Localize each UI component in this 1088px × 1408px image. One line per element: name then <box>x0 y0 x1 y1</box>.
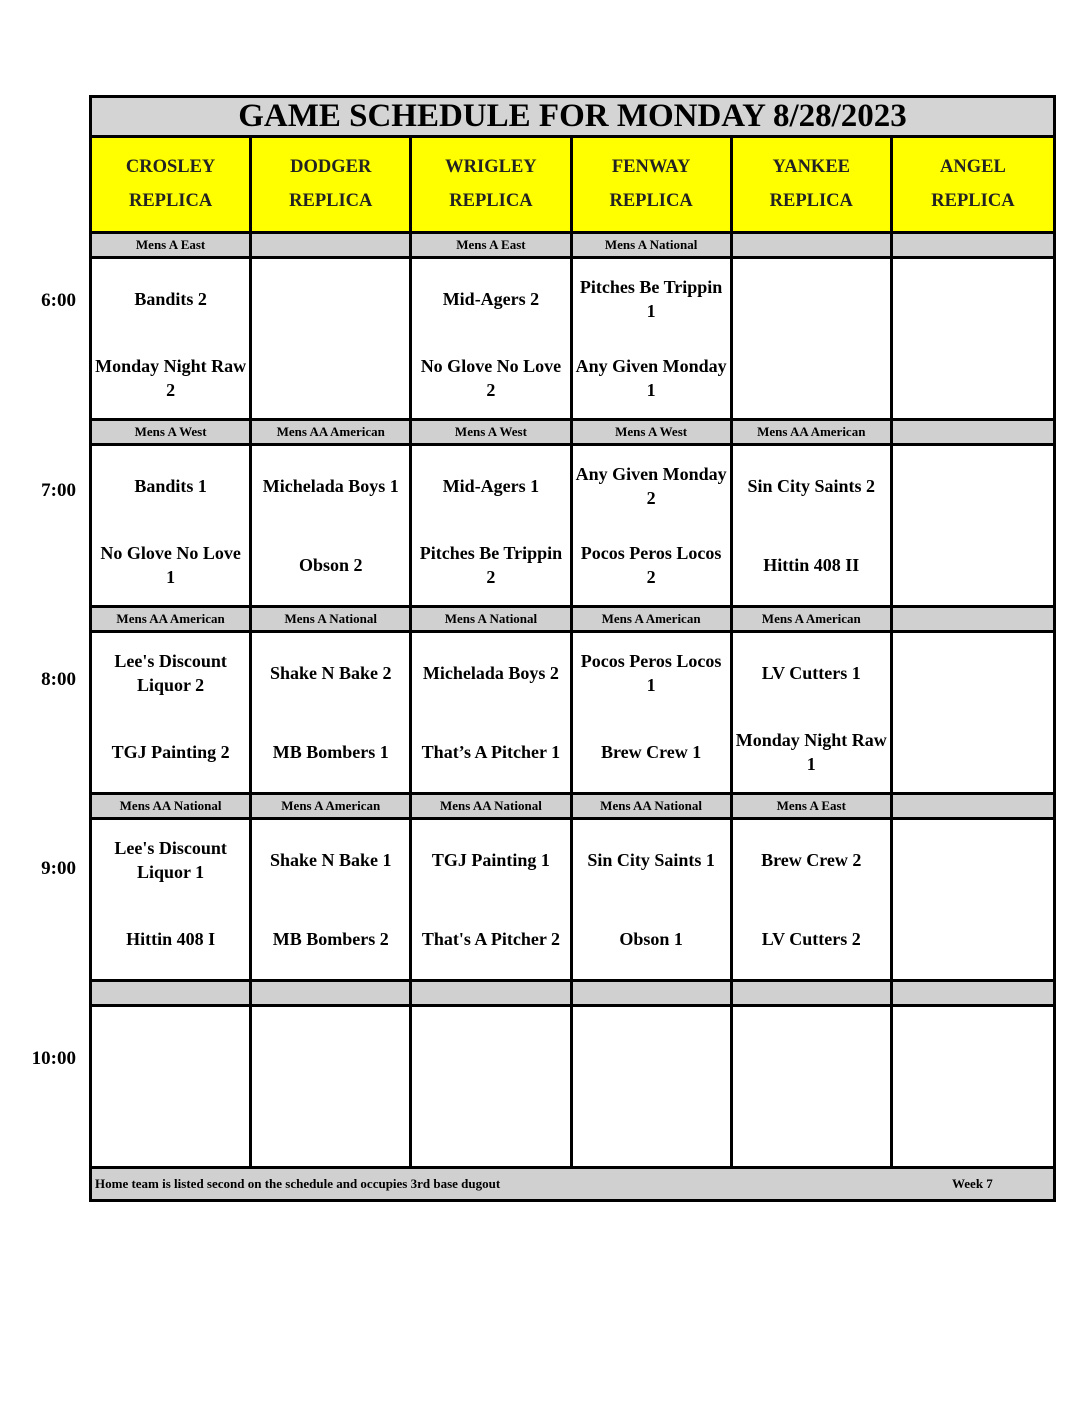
field-subtitle: REPLICA <box>931 191 1015 211</box>
game-cell <box>252 1007 412 1169</box>
home-team <box>893 526 1053 606</box>
field-name: DODGER <box>290 157 372 177</box>
division-label <box>412 982 572 1007</box>
time-label: 10:00 <box>31 1048 76 1069</box>
game-cell <box>573 446 733 608</box>
away-team: TGJ Painting 1 <box>431 849 550 870</box>
division-row <box>92 982 1053 1007</box>
field-header <box>92 138 252 234</box>
division-label: Mens A American <box>573 608 733 633</box>
field-name: WRIGLEY <box>445 157 537 177</box>
field-header-row <box>92 138 1053 234</box>
home-team: Monday Night Raw 1 <box>735 730 887 775</box>
division-label <box>252 982 412 1007</box>
game-cell <box>252 259 412 421</box>
home-team: TGJ Painting 2 <box>111 742 230 763</box>
away-team: Pitches Be Trippin 1 <box>579 276 723 321</box>
game-cell <box>733 1007 893 1169</box>
home-team: Any Given Monday 1 <box>575 356 727 401</box>
away-team <box>893 820 1053 900</box>
page-title: GAME SCHEDULE FOR MONDAY 8/28/2023 <box>92 98 1053 138</box>
game-cell <box>92 259 252 421</box>
schedule-table <box>89 95 1056 1202</box>
game-cell <box>573 259 733 421</box>
division-label: Mens AA National <box>92 795 252 820</box>
home-team <box>893 900 1053 980</box>
away-team <box>893 446 1053 526</box>
division-label: Mens AA American <box>733 421 893 446</box>
game-cell <box>412 633 572 795</box>
away-team <box>893 259 1053 339</box>
footer <box>92 1169 1053 1199</box>
home-team: No Glove No Love 1 <box>100 543 241 588</box>
home-team: That's A Pitcher 2 <box>421 929 561 950</box>
division-label <box>573 982 733 1007</box>
game-cell <box>92 633 252 795</box>
division-row <box>92 795 1053 820</box>
home-team: Monday Night Raw 2 <box>95 356 247 401</box>
away-team: Brew Crew 2 <box>761 849 862 870</box>
game-cell <box>893 259 1053 421</box>
field-subtitle: REPLICA <box>609 191 693 211</box>
game-cell <box>893 1007 1053 1169</box>
game-cell <box>733 446 893 608</box>
home-team: Pitches Be Trippin 2 <box>419 543 563 588</box>
away-team: Michelada Boys 2 <box>422 662 559 683</box>
game-cell <box>733 820 893 982</box>
division-label: Mens A American <box>733 608 893 633</box>
division-label <box>733 234 893 259</box>
home-team <box>252 339 409 419</box>
division-label: Mens AA National <box>573 795 733 820</box>
division-label: Mens AA American <box>92 608 252 633</box>
game-cell <box>573 633 733 795</box>
division-label: Mens A American <box>252 795 412 820</box>
division-label <box>733 982 893 1007</box>
game-row <box>92 1007 1053 1169</box>
away-team: Michelada Boys 1 <box>262 475 399 496</box>
field-subtitle: REPLICA <box>289 191 373 211</box>
division-label <box>252 234 412 259</box>
home-team: No Glove No Love 2 <box>420 356 562 401</box>
home-team: LV Cutters 2 <box>761 929 861 950</box>
game-cell <box>573 1007 733 1169</box>
home-team: MB Bombers 1 <box>272 742 389 763</box>
game-cell <box>733 633 893 795</box>
game-row <box>92 820 1053 982</box>
away-team <box>252 1007 409 1087</box>
game-cell <box>412 259 572 421</box>
division-label <box>92 982 252 1007</box>
division-label: Mens A West <box>412 421 572 446</box>
time-label: 7:00 <box>41 480 76 501</box>
division-label: Mens A National <box>252 608 412 633</box>
division-label: Mens AA American <box>252 421 412 446</box>
division-label <box>893 982 1053 1007</box>
footer-note: Home team is listed second on the schedule and occupies 3rd base dugout <box>95 1176 501 1191</box>
away-team <box>733 259 890 339</box>
field-subtitle: REPLICA <box>769 191 853 211</box>
away-team: LV Cutters 1 <box>761 662 861 683</box>
division-row <box>92 608 1053 633</box>
home-team <box>893 713 1053 793</box>
division-label <box>893 795 1053 820</box>
field-header <box>733 138 893 234</box>
home-team <box>92 1087 249 1167</box>
division-row <box>92 234 1053 259</box>
field-name: ANGEL <box>940 157 1006 177</box>
game-cell <box>412 1007 572 1169</box>
home-team: Hittin 408 II <box>763 555 860 576</box>
division-label: Mens AA National <box>412 795 572 820</box>
game-row <box>92 259 1053 421</box>
time-label: 6:00 <box>41 290 76 311</box>
game-cell <box>92 1007 252 1169</box>
division-label: Mens A West <box>92 421 252 446</box>
away-team: Any Given Monday 2 <box>575 463 727 508</box>
away-team <box>893 633 1053 713</box>
division-label: Mens A West <box>573 421 733 446</box>
time-label: 9:00 <box>41 858 76 879</box>
away-team: Shake N Bake 2 <box>269 662 392 683</box>
division-label: Mens A East <box>733 795 893 820</box>
home-team <box>893 339 1053 419</box>
field-subtitle: REPLICA <box>449 191 533 211</box>
away-team: Bandits 1 <box>134 475 207 496</box>
game-cell <box>893 633 1053 795</box>
home-team: MB Bombers 2 <box>272 929 389 950</box>
field-name: FENWAY <box>611 157 691 177</box>
division-label <box>893 421 1053 446</box>
home-team: Hittin 408 I <box>126 929 216 950</box>
division-row <box>92 421 1053 446</box>
game-cell <box>733 259 893 421</box>
away-team: Mid-Agers 2 <box>442 288 540 309</box>
division-label: Mens A East <box>92 234 252 259</box>
home-team <box>573 1087 730 1167</box>
field-name: CROSLEY <box>125 157 216 177</box>
field-header <box>252 138 412 234</box>
home-team: Obson 1 <box>619 929 683 950</box>
game-cell <box>252 633 412 795</box>
home-team: Obson 2 <box>298 555 363 576</box>
home-team <box>893 1087 1053 1167</box>
field-header <box>573 138 733 234</box>
home-team <box>412 1087 569 1167</box>
division-label: Mens A National <box>573 234 733 259</box>
game-cell <box>92 446 252 608</box>
home-team: Brew Crew 1 <box>600 742 702 763</box>
home-team <box>733 1087 890 1167</box>
home-team <box>252 1087 409 1167</box>
home-team <box>733 339 890 419</box>
away-team: Lee's Discount Liquor 2 <box>114 650 227 695</box>
field-header <box>893 138 1053 234</box>
away-team: Pocos Peros Locos 1 <box>580 650 722 695</box>
game-cell <box>252 446 412 608</box>
away-team <box>412 1007 569 1087</box>
game-cell <box>573 820 733 982</box>
game-row <box>92 633 1053 795</box>
field-name: YANKEE <box>772 157 850 177</box>
game-cell <box>412 820 572 982</box>
division-label: Mens A East <box>412 234 572 259</box>
away-team <box>92 1007 249 1087</box>
field-header <box>412 138 572 234</box>
away-team: Shake N Bake 1 <box>269 849 392 870</box>
away-team <box>573 1007 730 1087</box>
division-label <box>893 608 1053 633</box>
game-cell <box>412 446 572 608</box>
week-label: Week 7 <box>952 1176 993 1191</box>
game-cell <box>893 446 1053 608</box>
away-team: Sin City Saints 2 <box>747 475 876 496</box>
away-team <box>733 1007 890 1087</box>
away-team <box>252 259 409 339</box>
away-team: Sin City Saints 1 <box>587 849 715 870</box>
away-team <box>893 1007 1053 1087</box>
game-cell <box>252 820 412 982</box>
division-label: Mens A National <box>412 608 572 633</box>
away-team: Lee's Discount Liquor 1 <box>114 837 227 882</box>
field-subtitle: REPLICA <box>128 191 213 211</box>
home-team: Pocos Peros Locos 2 <box>580 543 722 588</box>
game-cell <box>92 820 252 982</box>
time-label: 8:00 <box>41 669 76 690</box>
game-cell <box>893 820 1053 982</box>
home-team: That’s A Pitcher 1 <box>421 742 561 763</box>
game-row <box>92 446 1053 608</box>
away-team: Mid-Agers 1 <box>442 475 540 496</box>
division-label <box>893 234 1053 259</box>
away-team: Bandits 2 <box>134 288 207 309</box>
